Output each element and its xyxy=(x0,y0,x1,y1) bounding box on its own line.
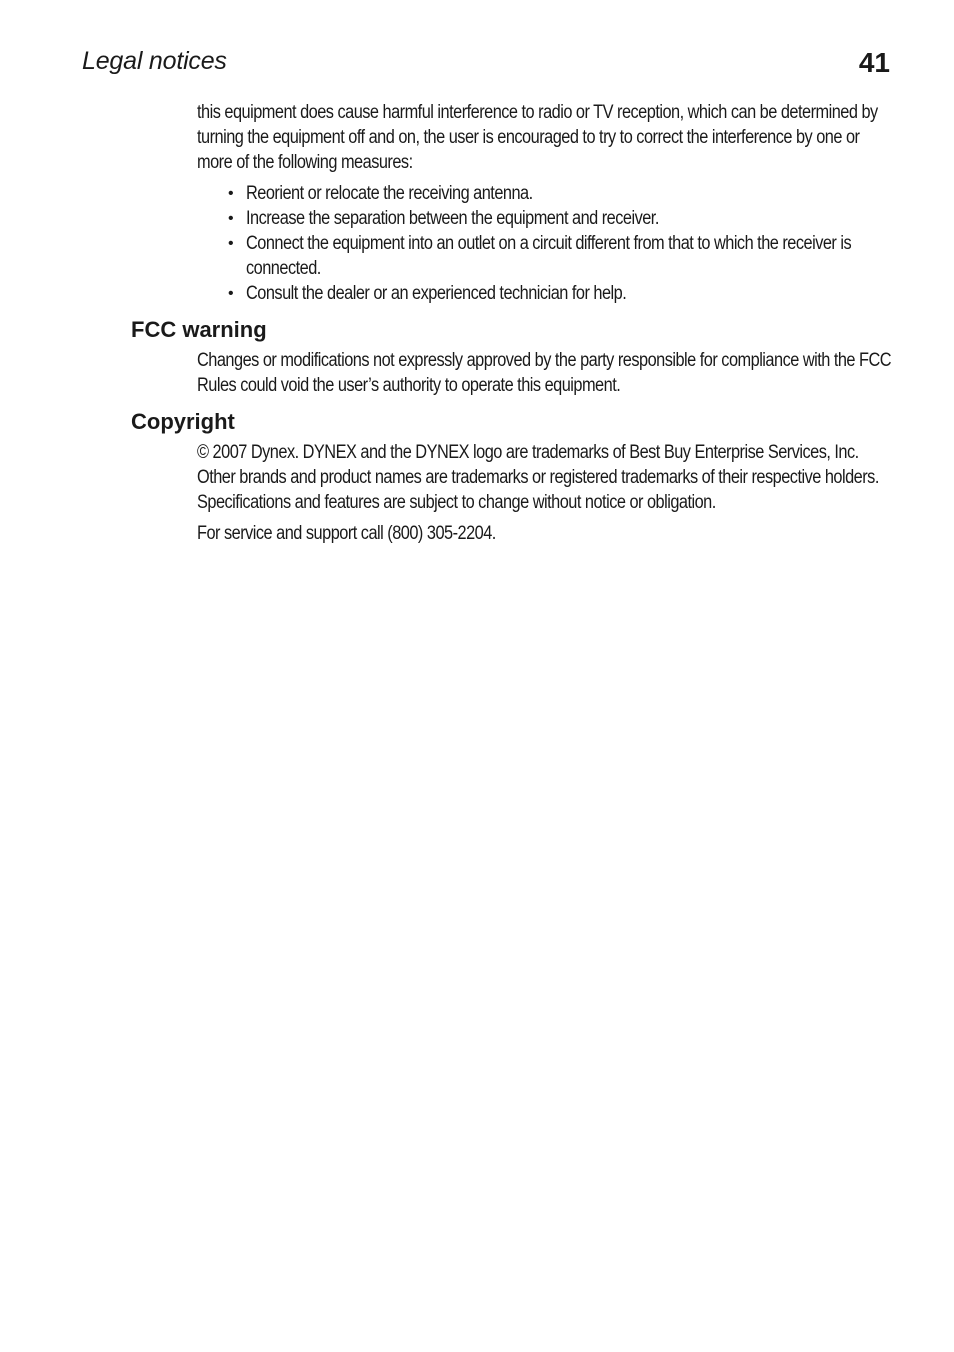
section-title: Legal notices xyxy=(82,47,227,75)
page-number: 41 xyxy=(858,47,890,78)
copyright-text: © 2007 Dynex. DYNEX and the DYNEX logo are trademarks of Best Buy Enterprise Services, Inc. Other brands and product names are trademarks or registered trademarks of their respective holders. Specifications and features are subject to change without notice or obligation. xyxy=(197,442,879,513)
bullet-icon: • xyxy=(228,185,234,202)
bullet-icon: • xyxy=(228,235,234,252)
page-header xyxy=(82,44,890,84)
fcc-warning-text: Changes or modifications not expressly approved by the party responsible for compliance with the FCC Rules could void the user’s authority to operate this equipment. xyxy=(197,350,892,396)
list-item xyxy=(228,181,888,206)
list-item xyxy=(228,281,888,306)
intro-paragraph-text: this equipment does cause harmful interference to radio or TV reception, which can be determined by turning the equipment off and on, the user is encouraged to try to correct the interference by one or more of the following measures: xyxy=(197,102,878,173)
support-paragraph xyxy=(197,521,897,546)
support-text: For service and support call (800) 305-2204. xyxy=(197,523,496,544)
list-item-text: Connect the equipment into an outlet on a circuit different from that to which the receiver is connected. xyxy=(246,233,852,279)
list-item-text: Consult the dealer or an experienced technician for help. xyxy=(246,283,627,304)
page-content xyxy=(0,100,954,546)
copyright-heading: Copyright xyxy=(131,409,235,434)
bullet-icon: • xyxy=(228,285,234,302)
list-item-text: Increase the separation between the equipment and receiver. xyxy=(246,208,659,229)
list-item xyxy=(228,206,888,231)
list-item xyxy=(228,231,888,281)
measures-list xyxy=(228,181,888,306)
fcc-warning-paragraph xyxy=(197,348,897,398)
bullet-icon: • xyxy=(228,210,234,227)
fcc-warning-heading: FCC warning xyxy=(131,317,267,342)
copyright-paragraph xyxy=(197,440,897,515)
intro-paragraph xyxy=(197,100,897,175)
list-item-text: Reorient or relocate the receiving antenna. xyxy=(246,183,533,204)
